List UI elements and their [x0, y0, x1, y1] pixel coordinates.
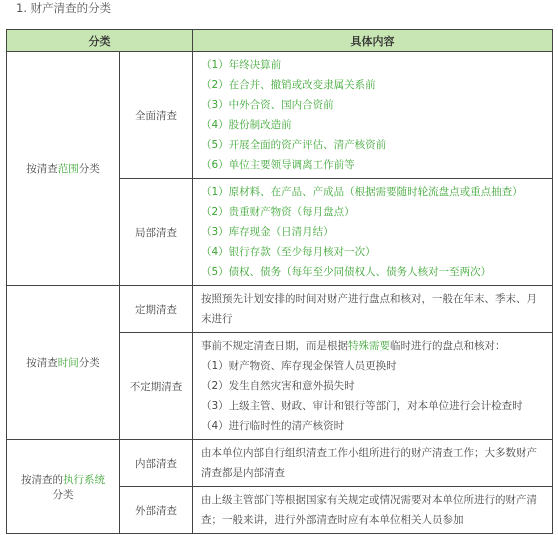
list-item: （3）中外合资、国内合资前: [201, 99, 334, 111]
classification-table: [6, 29, 553, 534]
group-label-pre: 按清查: [26, 357, 58, 369]
list-item: （1）年终决算前: [201, 59, 282, 71]
header-content: 具体内容: [193, 30, 553, 52]
section-heading: 1. 财产清查的分类: [16, 1, 112, 15]
sub-category-irregular: 不定期清查: [120, 333, 193, 440]
list-item: （6）单位主要领导调离工作前等: [201, 159, 355, 171]
sub-category-partial: 局部清查: [120, 179, 193, 286]
sub-category-external: 外部清查: [120, 487, 193, 534]
list-item: （1）财产物资、库存现金保管人员更换时: [201, 360, 397, 372]
content-partial-check: [193, 179, 553, 286]
intro-highlight: 特殊需要: [348, 340, 390, 352]
group-label-pre: 按清查: [26, 163, 58, 175]
description-text: 按照预先计划安排的时间对财产进行盘点和核对，一般在年末、季末、月末进行: [201, 293, 537, 325]
table-row: [7, 440, 553, 487]
sub-category-periodic: 定期清查: [120, 286, 193, 333]
group-label-scope: [7, 52, 120, 286]
description-intro: [201, 336, 546, 356]
description-text: 由上级主管部门等根据国家有关规定或情况需要对本单位所进行的财产清查；一般来讲，进行外部清查时应有本单位相关人员参加: [201, 494, 537, 526]
sub-category-internal: 内部清查: [120, 440, 193, 487]
list-item: （1）原材料、在产品、产成品（根据需要随时轮流盘点或重点抽查）: [201, 186, 523, 198]
content-irregular-check: [193, 333, 553, 440]
sub-category-full: 全面清查: [120, 52, 193, 179]
content-internal-check: [193, 440, 553, 487]
intro-text: 事前不规定清查日期，而是根据: [201, 340, 348, 352]
intro-text-post: 临时进行的盘点和核对：: [390, 340, 506, 352]
list-item: （3）上级主管、财政、审计和银行等部门，对本单位进行会计检查时: [201, 400, 523, 412]
list-item: （5）债权、债务（每年至少同债权人、债务人核对一至两次）: [201, 266, 492, 278]
list-item: （2）在合并、撤销或改变隶属关系前: [201, 79, 376, 91]
table-header-row: [7, 30, 553, 52]
group-label-pre: 按清查的: [21, 473, 63, 486]
group-label-post: 分类: [78, 163, 100, 175]
group-label-executor: [7, 440, 120, 534]
list-item: （4）股份制改造前: [201, 119, 292, 131]
group-label-highlight: 范围: [57, 163, 79, 175]
list-item: （4）进行临时性的清产核资时: [201, 420, 345, 432]
header-category: 分类: [7, 30, 193, 52]
list-item: （3）库存现金（日清月结）: [201, 226, 334, 238]
group-label-highlight: 执行系统: [63, 473, 105, 486]
list-item: （2）发生自然灾害和意外损失时: [201, 380, 355, 392]
list-item: （2）贵重财产物资（每月盘点）: [201, 206, 355, 218]
content-periodic-check: [193, 286, 553, 333]
description-text: 由本单位内部自行组织清查工作小组所进行的财产清查工作；大多数财产清查都是内部清查: [201, 447, 537, 479]
group-label-time: [7, 286, 120, 440]
group-label-highlight: 时间: [57, 357, 79, 369]
table-row: [7, 52, 553, 179]
content-external-check: [193, 487, 553, 534]
group-label-post: 分类: [52, 488, 74, 501]
table-row: [7, 286, 553, 333]
content-full-check: [193, 52, 553, 179]
group-label-post: 分类: [78, 357, 100, 369]
list-item: （5）开展全面的资产评估、清产核资前: [201, 139, 387, 151]
list-item: （4）银行存款（至少每月核对一次）: [201, 246, 376, 258]
